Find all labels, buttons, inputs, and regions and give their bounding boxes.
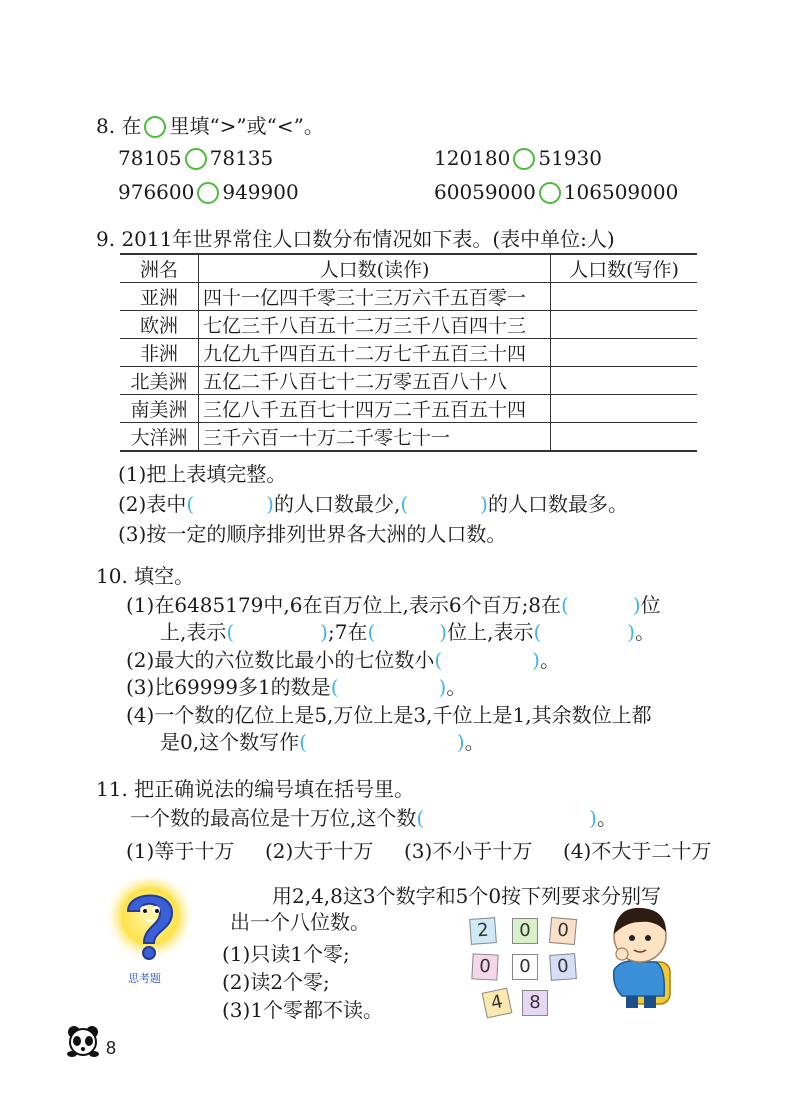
q10-sub1-line1	[126, 589, 661, 618]
paren-close: )	[439, 620, 448, 644]
text: (3)比69999多1的数是	[126, 675, 331, 699]
think-line-2: 出一个八位数。	[230, 910, 370, 934]
paren-open: (	[416, 806, 425, 830]
q11-option-1: (1)等于十万	[126, 839, 235, 863]
q10-sub3	[126, 671, 466, 700]
paren-close: )	[627, 620, 636, 644]
q11-title: 11. 把正确说法的编号填在括号里。	[96, 777, 415, 801]
paren-close: )	[320, 620, 328, 644]
q8-pair-1	[118, 146, 273, 170]
paren-open: (	[330, 675, 339, 699]
paren-open: (	[533, 620, 542, 644]
text: 。	[446, 675, 467, 699]
digit-tile: 0	[512, 918, 538, 944]
digit-tile: 2	[469, 917, 497, 945]
table-row	[120, 367, 697, 395]
boy-thinking-icon	[600, 900, 680, 1012]
table-row	[120, 395, 697, 423]
digit-tile: 0	[549, 917, 577, 945]
paren-close: )	[532, 648, 540, 672]
paren-open: (	[561, 593, 569, 617]
digit-tile: 4	[482, 988, 513, 1019]
q11-option-2: (2)大于十万	[265, 839, 374, 863]
q8-num: 51930	[538, 146, 602, 170]
q9-sub2	[118, 488, 628, 517]
paren-open: (	[400, 492, 409, 516]
think-item-3: (3)1个零都不读。	[222, 998, 384, 1022]
paren-close: )	[480, 492, 488, 516]
compare-circle-input[interactable]	[197, 182, 219, 204]
think-label: 思考题	[128, 972, 161, 985]
text: (2)最大的六位数比最小的七位数小	[126, 648, 435, 672]
q8-title	[96, 110, 324, 139]
table-header-row	[120, 254, 697, 283]
q9-sub3: (3)按一定的顺序排列世界各大洲的人口数。	[118, 522, 507, 546]
q8-pair-2	[434, 146, 602, 170]
text: 位上,表示	[447, 620, 534, 644]
q8-pair-4	[434, 180, 678, 204]
continent-name: 亚洲	[120, 283, 199, 311]
paren-open: (	[367, 620, 376, 644]
population-table	[120, 253, 697, 452]
text: 是0,这个数写作	[160, 730, 300, 754]
q11-option-3: (3)不小于十万	[404, 839, 533, 863]
q8-num: 60059000	[434, 180, 536, 204]
continent-name: 北美洲	[120, 367, 199, 395]
table-row	[120, 339, 697, 367]
q10-sub1-line2	[160, 616, 655, 645]
q8-num: 949900	[222, 180, 299, 204]
population-write-cell[interactable]	[551, 283, 698, 311]
paren-close: )	[632, 593, 641, 617]
paren-open: (	[186, 492, 195, 516]
compare-circle-input[interactable]	[513, 148, 535, 170]
table-row	[120, 423, 697, 452]
question-mark-mascot-icon	[100, 877, 200, 977]
population-read: 五亿二千八百七十二万零五百八十八	[199, 367, 551, 395]
table-row	[120, 283, 697, 311]
think-line-1: 用2,4,8这3个数字和5个0按下列要求分别写	[272, 884, 662, 908]
paren-close: )	[438, 675, 447, 699]
population-write-cell[interactable]	[551, 395, 698, 423]
digit-tile: 0	[549, 953, 577, 981]
paren-close: )	[589, 806, 597, 830]
q8-num: 120180	[434, 146, 511, 170]
panda-icon	[64, 1024, 102, 1058]
continent-name: 非洲	[120, 339, 199, 367]
text: ;7在	[327, 620, 368, 644]
header-write: 人口数(写作)	[551, 254, 698, 283]
text: 位	[640, 593, 661, 617]
digit-tiles	[462, 912, 592, 1022]
q11-option-4: (4)不大于二十万	[563, 839, 712, 863]
digit-tile: 0	[471, 953, 498, 980]
q10-sub2	[126, 644, 560, 673]
page-number: 8	[106, 1038, 117, 1058]
paren-open: (	[299, 730, 307, 754]
q9-title: 9. 2011年世界常住人口数分布情况如下表。(表中单位:人)	[96, 227, 615, 251]
paren-open: (	[434, 648, 443, 672]
population-write-cell[interactable]	[551, 311, 698, 339]
q10-sub4-line1: (4)一个数的亿位上是5,万位上是3,千位上是1,其余数位上都	[126, 703, 652, 727]
q8-title-post: 里填“>”或“<”。	[169, 114, 324, 138]
header-read: 人口数(读作)	[199, 254, 551, 283]
population-read: 九亿九千四百五十二万七千五百三十四	[199, 339, 551, 367]
table-row	[120, 311, 697, 339]
continent-name: 南美洲	[120, 395, 199, 423]
text: (1)在6485179中,6在百万位上,表示6个百万;8在	[126, 593, 562, 617]
paren-close: )	[266, 492, 274, 516]
population-read: 四十一亿四千零三十三万六千五百零一	[199, 283, 551, 311]
text: 的人口数最少,	[273, 492, 401, 516]
text: 。	[635, 620, 656, 644]
q8-num: 976600	[118, 180, 195, 204]
continent-name: 大洋洲	[120, 423, 199, 452]
text: 。	[464, 730, 485, 754]
population-read: 三千六百一十万二千零七十一	[199, 423, 551, 452]
population-read: 三亿八千五百七十四万二千五百五十四	[199, 395, 551, 423]
continent-name: 欧洲	[120, 311, 199, 339]
q8-num: 78105	[118, 146, 182, 170]
text: 。	[596, 806, 617, 830]
digit-tile: 8	[522, 990, 548, 1016]
text: 。	[539, 648, 560, 672]
q11-stem	[130, 802, 617, 831]
text: 上,表示	[160, 620, 227, 644]
paren-close: )	[456, 730, 465, 754]
text: 一个数的最高位是十万位,这个数	[130, 806, 417, 830]
population-write-cell[interactable]	[551, 339, 698, 367]
think-item-2: (2)读2个零;	[222, 970, 330, 994]
compare-circle-input[interactable]	[185, 148, 207, 170]
population-write-cell[interactable]	[551, 367, 698, 395]
q10-sub4-line2	[160, 726, 485, 755]
population-read: 七亿三千八百五十二万三千八百四十三	[199, 311, 551, 339]
population-write-cell[interactable]	[551, 423, 698, 452]
compare-circle-input[interactable]	[539, 182, 561, 204]
q10-title: 10. 填空。	[96, 564, 195, 588]
q8-title-pre: 8. 在	[96, 114, 142, 138]
text: (2)表中	[118, 492, 187, 516]
q9-sub1: (1)把上表填完整。	[118, 462, 287, 486]
q8-num: 106509000	[563, 180, 679, 204]
text: 的人口数最多。	[487, 492, 628, 516]
header-continent: 洲名	[120, 254, 199, 283]
q8-num: 78135	[209, 146, 274, 170]
q8-pair-3	[118, 180, 299, 204]
circle-blank-icon	[144, 116, 166, 138]
think-item-1: (1)只读1个零;	[222, 942, 350, 966]
paren-open: (	[226, 620, 235, 644]
digit-tile: 0	[512, 954, 538, 980]
